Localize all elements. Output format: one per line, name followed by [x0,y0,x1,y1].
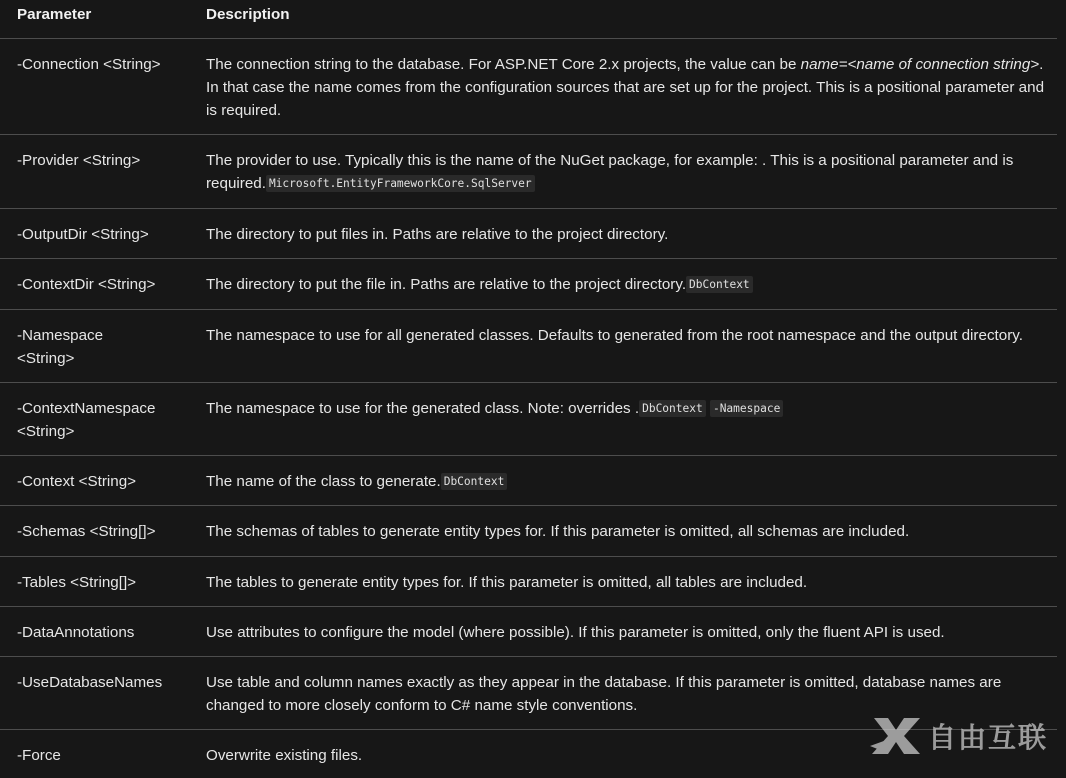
param-type: <String> [17,423,75,440]
description-cell [206,730,1057,778]
param-cell [0,310,206,382]
table-row [0,730,1057,778]
param-cell [0,383,206,455]
description-text: The directory to put the file in. Paths are relative to the project directory. [206,276,687,293]
table-row [0,456,1057,506]
param-cell [0,456,206,505]
param-cell [0,259,206,309]
description-text: Use table and column names exactly as they appear in the database. If this parameter is omitted, database names are changed to more closely conform to C# name style conventions. [206,674,1002,714]
param-cell [0,39,206,134]
param-name: -Force [17,747,61,764]
table-row [0,135,1057,209]
param-name: -ContextNamespace [17,400,156,417]
param-name: -OutputDir <String> [17,226,149,243]
param-type: <String> [17,350,75,367]
description-italic-text: name=<name of connection string> [800,56,1040,73]
description-cell [206,506,1057,556]
description-text: The namespace to use for all generated classes. Defaults to generated from the root namespace and the output directory. [206,327,1023,344]
param-cell [0,607,206,656]
table-row [0,39,1057,135]
table-row [0,209,1057,259]
description-cell [206,259,1057,309]
watermark-text: 自由互联 [927,721,1048,754]
param-name: -Tables <String[]> [17,574,137,591]
table-row [0,557,1057,607]
description-cell [206,135,1057,208]
param-name: -Connection <String> [17,56,161,73]
param-name: -ContextDir <String> [17,276,156,293]
description-cell [206,209,1057,258]
table-row [0,607,1057,657]
param-name: -Schemas <String[]> [17,523,156,540]
description-text: Use attributes to configure the model (where possible). If this parameter is omitted, only the fluent API is used. [206,624,945,641]
description-text: Overwrite existing files. [206,747,363,764]
table-header-row [0,0,1057,39]
header-description: Description [206,6,290,23]
description-text: The directory to put files in. Paths are relative to the project directory. [206,226,669,243]
param-cell [0,209,206,258]
description-cell [206,39,1057,134]
description-cell [206,607,1057,656]
description-text: The namespace to use for the generated class. Note: overrides . [206,400,640,417]
table-row [0,259,1057,310]
description-cell [206,557,1057,606]
description-text: . In that case the name comes from the configuration sources that are set up for the project. This is a positional parameter and is required. [206,56,1045,119]
description-cell [206,383,1057,455]
description-text: The schemas of tables to generate entity types for. If this parameter is omitted, all schemas are included. [206,523,910,540]
param-cell [0,506,206,556]
table-row [0,383,1057,456]
inline-code: -Namespace [710,400,783,417]
inline-code: Microsoft.EntityFrameworkCore.SqlServer [266,175,535,192]
param-cell [0,557,206,606]
inline-code: DbContext [441,473,508,490]
param-name: -Provider <String> [17,152,141,169]
description-text: The tables to generate entity types for. If this parameter is omitted, all tables are included. [206,574,808,591]
header-parameter: Parameter [17,6,92,23]
description-text: The provider to use. Typically this is the name of the NuGet package, for example: . This is a positional parameter and is required. [206,152,1014,192]
param-name: -Namespace [17,327,104,344]
param-name: -DataAnnotations [17,624,135,641]
inline-code: DbContext [686,276,753,293]
table-row [0,310,1057,383]
description-cell [206,456,1057,505]
description-cell [206,310,1057,382]
table-row [0,657,1057,730]
param-name: -UseDatabaseNames [17,674,163,691]
param-cell [0,657,206,729]
param-name: -Context <String> [17,473,137,490]
table-row [0,506,1057,557]
description-cell [206,657,1057,729]
inline-code: DbContext [639,400,706,417]
description-text: The connection string to the database. For ASP.NET Core 2.x projects, the value can be [206,56,801,73]
param-cell [0,730,206,778]
description-text: The name of the class to generate. [206,473,441,490]
param-cell [0,135,206,208]
